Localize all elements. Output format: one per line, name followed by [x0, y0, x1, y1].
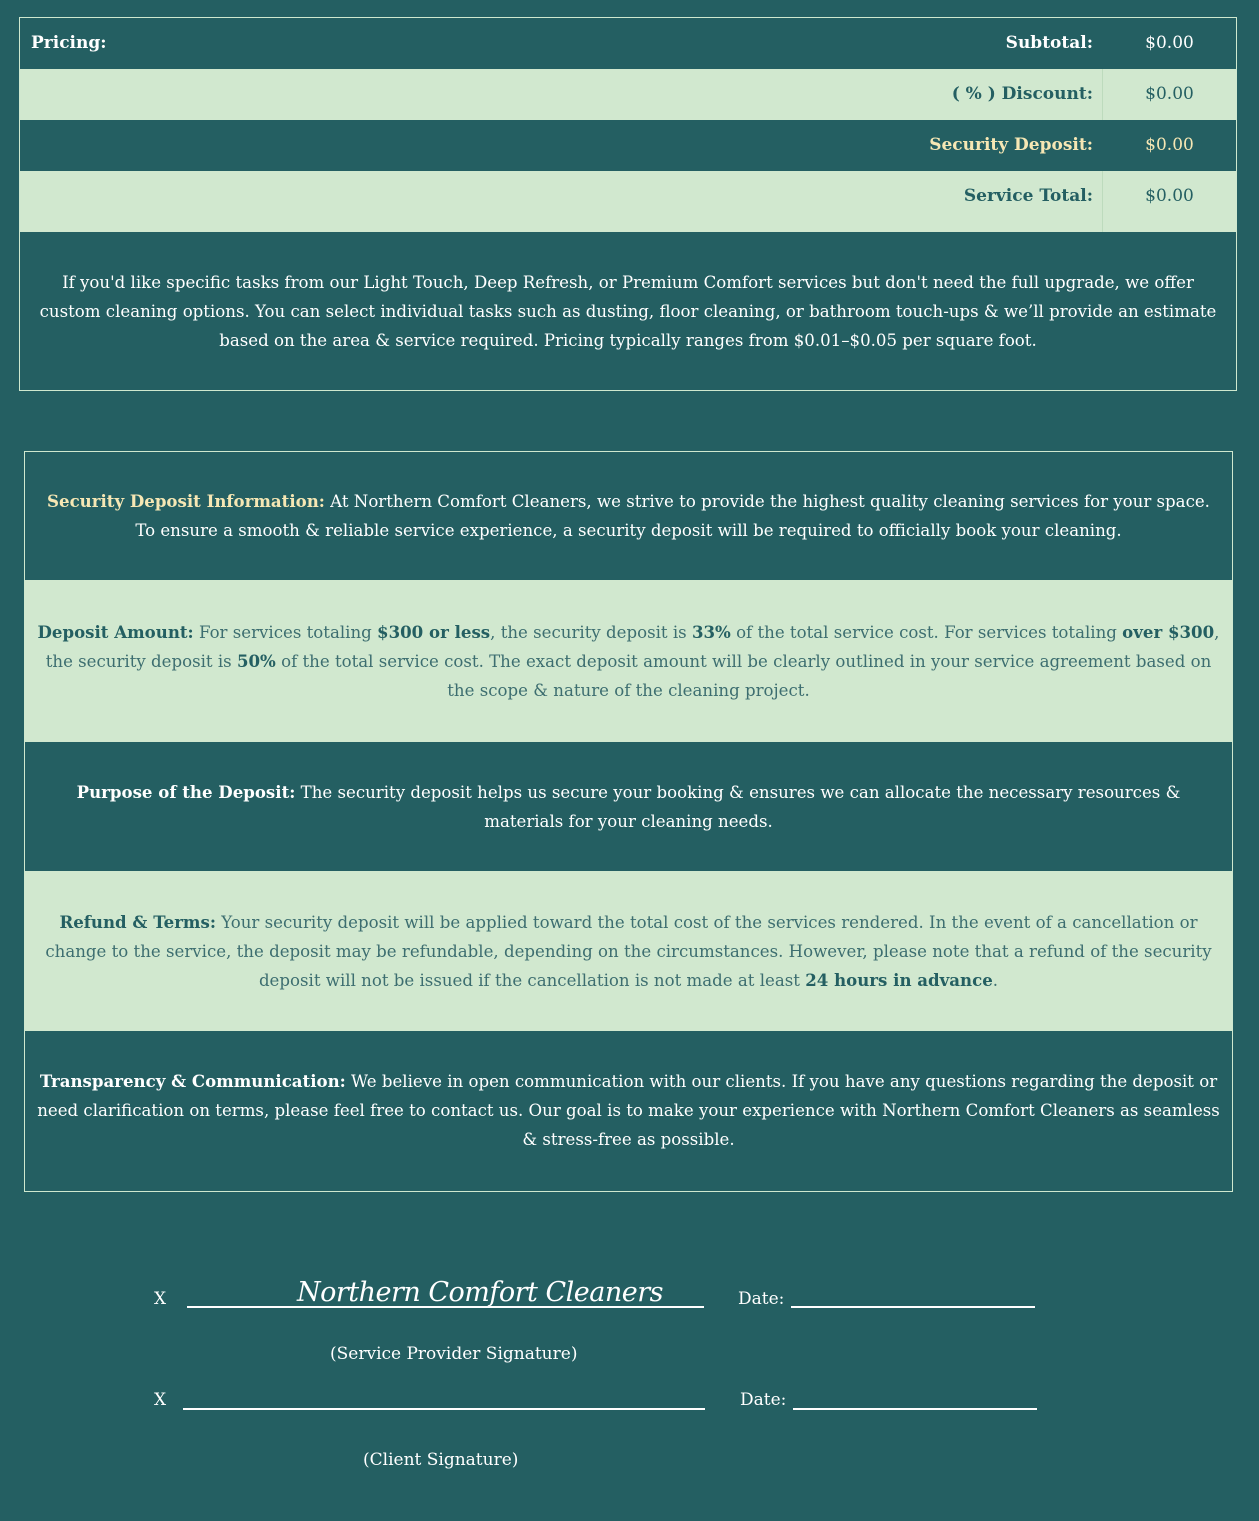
deposit-intro-text: At Northern Comfort Cleaners, we strive to provide the highest quality cleaning services for your space. To ensure a smooth & reliable service experience, a security deposit will be required to officially book your cleaning. — [135, 492, 1210, 540]
refund-terms-block — [25, 871, 1232, 1031]
deposit-amount-block — [25, 580, 1232, 742]
service-total-row — [20, 171, 1236, 232]
provider-signature-caption: (Service Provider Signature) — [330, 1344, 578, 1364]
provider-date-label: Date: — [738, 1289, 785, 1309]
signature-section — [0, 1230, 1259, 1521]
deposit-intro-block — [25, 452, 1232, 580]
deposit-threshold-low: $300 or less — [377, 621, 491, 642]
service-total-label: Service Total: — [963, 186, 1093, 206]
deposit-purpose-text: The security deposit helps us secure your booking & ensures we can allocate the necessary resources & materials for your cleaning needs. — [295, 782, 1181, 831]
deposit-intro-title: Security Deposit Information: — [47, 491, 325, 511]
deposit-purpose-block — [25, 742, 1232, 871]
transparency-block — [25, 1031, 1232, 1190]
provider-x-mark: X — [154, 1289, 167, 1309]
client-date-label: Date: — [740, 1390, 787, 1410]
deposit-percent-low: 33% — [691, 621, 731, 642]
provider-date-line[interactable] — [791, 1306, 1035, 1308]
client-date-line[interactable] — [793, 1408, 1037, 1410]
provider-signature: Northern Comfort Cleaners — [297, 1277, 663, 1308]
security-deposit-value: $0.00 — [1145, 135, 1194, 155]
deposit-amount-text: of the total service cost. The exact deposit amount will be clearly outlined in your service agreement based on the scope & nature of the cleaning project. — [275, 651, 1212, 700]
discount-label: ( % ) Discount: — [951, 84, 1093, 104]
deposit-threshold-high: over $300 — [1122, 621, 1215, 642]
security-deposit-row — [20, 120, 1236, 171]
deposit-purpose-title: Purpose of the Deposit: — [76, 781, 296, 802]
deposit-amount-text: of the total service cost. For services totaling — [730, 622, 1123, 642]
refund-terms-title: Refund & Terms: — [59, 911, 216, 932]
subtotal-value: $0.00 — [1145, 33, 1194, 53]
transparency-text: We believe in open communication with our clients. If you have any questions regarding the deposit or need clarification on terms, please feel free to contact us. Our goal is to make your experience with Northern Comfort Cleaners as seamless & stress-free as possible. — [37, 1072, 1220, 1149]
deposit-amount-title: Deposit Amount: — [37, 621, 194, 642]
refund-terms-text: . — [992, 970, 999, 990]
service-total-value: $0.00 — [1145, 186, 1194, 206]
discount-row — [20, 69, 1236, 120]
deposit-info-panel — [24, 451, 1233, 1192]
deposit-percent-high: 50% — [236, 650, 276, 671]
custom-cleaning-note: If you'd like specific tasks from our Light Touch, Deep Refresh, or Premium Comfort services but don't need the full upgrade, we offer custom cleaning options. You can select individual tasks such as dusting, floor cleaning, or bathroom touch-ups & we’ll provide an estimate based on the area & service required. Pricing typically ranges from $0.01–$0.05 per square foot. — [39, 273, 1217, 350]
subtotal-label: Subtotal: — [1005, 33, 1093, 53]
client-x-mark: X — [154, 1390, 167, 1410]
discount-value: $0.00 — [1145, 84, 1194, 104]
subtotal-row — [20, 18, 1236, 69]
refund-notice-period: 24 hours in advance — [805, 969, 993, 990]
pricing-header-label: Pricing: — [31, 33, 107, 53]
pricing-table — [19, 17, 1237, 391]
client-signature-caption: (Client Signature) — [363, 1450, 519, 1470]
refund-terms-text: Your security deposit will be applied toward the total cost of the services rendered. In the event of a cancellation or change to the service, the deposit may be refundable, depending on the circumstances. However, please note that a refund of the security deposit will not be issued if the cancellation is not made at least — [45, 912, 1212, 990]
client-signature-line[interactable] — [183, 1408, 705, 1410]
security-deposit-label: Security Deposit: — [929, 135, 1093, 155]
deposit-amount-text: , the security deposit is — [490, 622, 692, 642]
deposit-amount-text: , the security deposit is — [45, 622, 1220, 671]
deposit-amount-text: For services totaling — [193, 622, 378, 642]
transparency-title: Transparency & Communication: — [39, 1071, 346, 1091]
